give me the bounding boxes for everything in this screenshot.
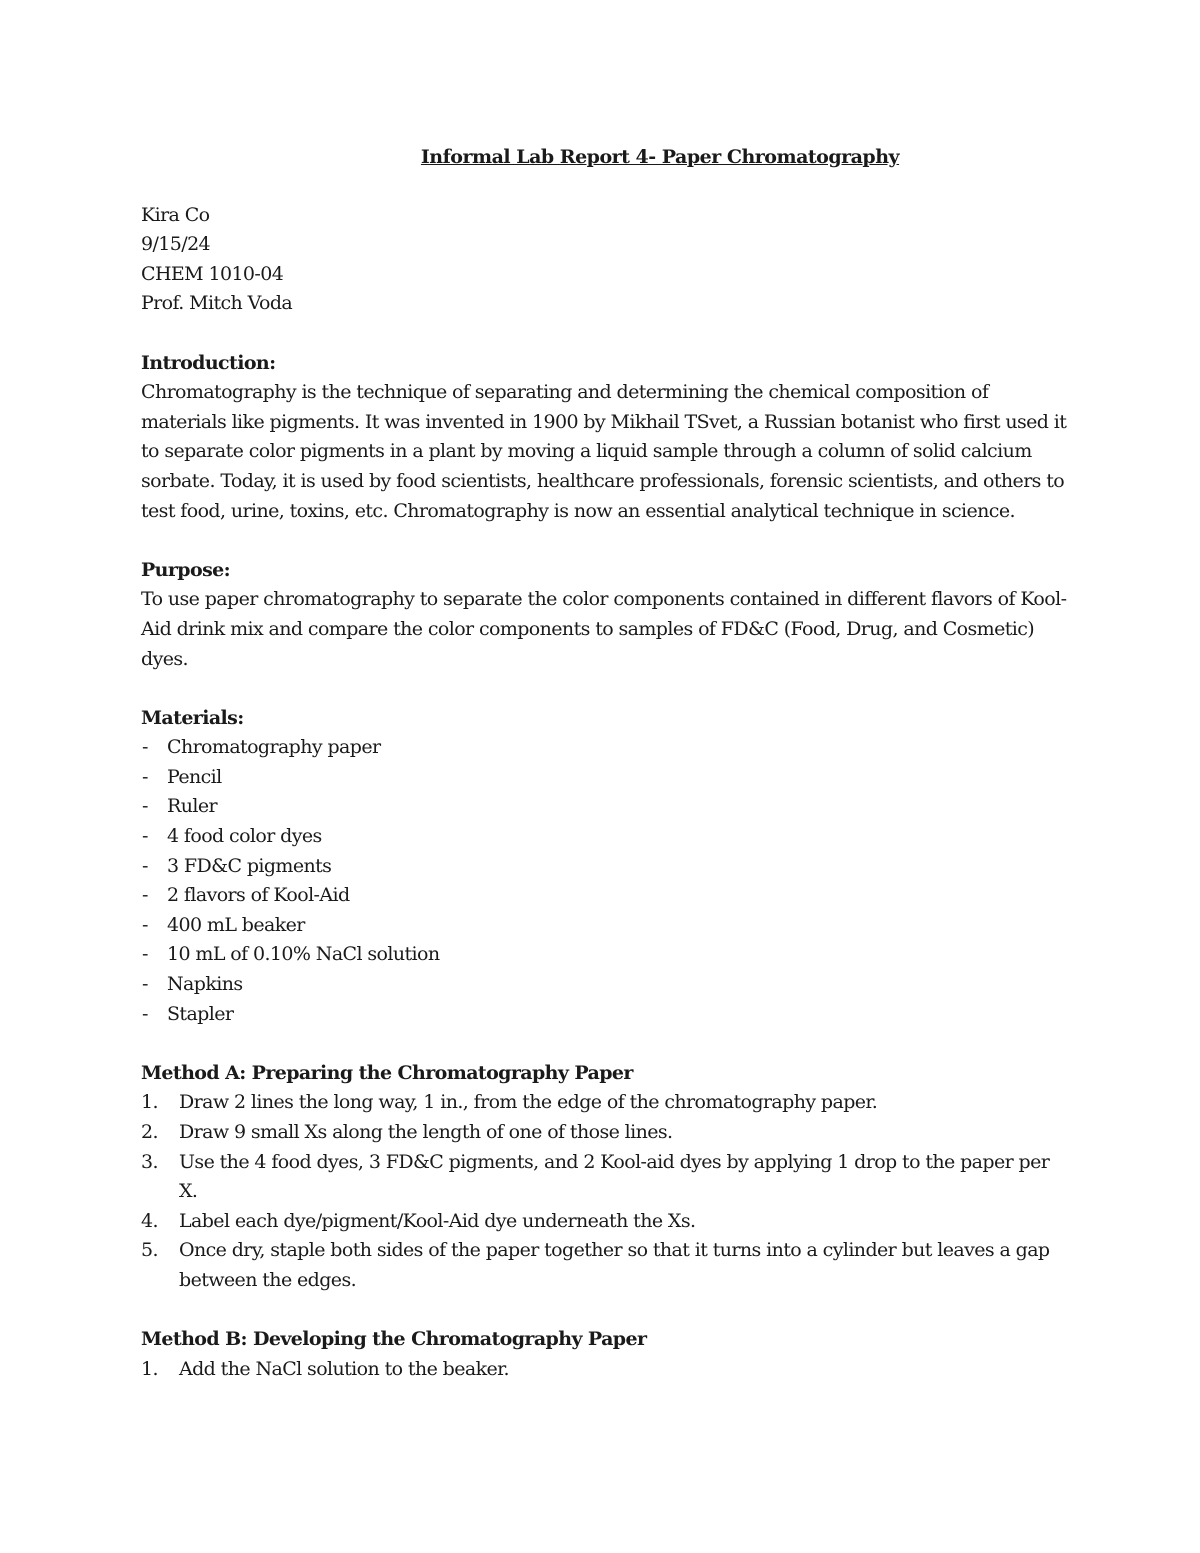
purpose-text: To use paper chromatography to separate the color components contained in different flavors of Kool-Aid drink mix and compare the color components to samples of FD&C (Food, Drug, and Cosmetic) dyes. xyxy=(141,588,1067,670)
introduction-heading: Introduction: xyxy=(141,351,276,374)
list-item xyxy=(141,970,1071,1000)
spacer xyxy=(141,674,1071,704)
dash-bullet: - xyxy=(142,884,148,907)
step-text: Draw 2 lines the long way, 1 in., from the edge of the chromatography paper. xyxy=(179,1091,878,1114)
material-label: 10 mL of 0.10% NaCl solution xyxy=(167,943,440,966)
materials-list xyxy=(141,733,1071,1029)
purpose-heading: Purpose: xyxy=(141,558,231,581)
step-number: 2. xyxy=(141,1121,158,1143)
material-label: Stapler xyxy=(167,1002,234,1025)
dash-bullet: - xyxy=(142,736,148,759)
professor-name: Prof. Mitch Voda xyxy=(141,292,293,315)
list-item xyxy=(141,822,1071,852)
dash-bullet: - xyxy=(142,854,148,877)
list-item xyxy=(141,792,1071,822)
dash-bullet: - xyxy=(142,1002,148,1025)
spacer xyxy=(141,319,1071,349)
list-item xyxy=(141,1118,1071,1148)
list-item xyxy=(141,1000,1071,1030)
step-text: Draw 9 small Xs along the length of one of those lines. xyxy=(179,1121,673,1143)
list-item xyxy=(141,1148,1071,1207)
material-label: Ruler xyxy=(167,795,217,818)
material-label: Napkins xyxy=(167,973,243,996)
step-text: Use the 4 food dyes, 3 FD&C pigments, and 2 Kool-aid dyes by applying 1 drop to the paper per X. xyxy=(179,1150,1050,1203)
spacer xyxy=(141,526,1071,556)
step-text: Add the NaCl solution to the beaker. xyxy=(179,1357,509,1380)
dash-bullet: - xyxy=(142,973,148,996)
material-label: 400 mL beaker xyxy=(167,913,305,936)
course-code: CHEM 1010-04 xyxy=(141,262,284,285)
material-label: 4 food color dyes xyxy=(167,825,322,848)
step-number: 4. xyxy=(141,1209,158,1232)
spacer xyxy=(141,1296,1071,1326)
material-label: Pencil xyxy=(167,765,222,788)
list-item xyxy=(141,1236,1071,1295)
dash-bullet: - xyxy=(142,825,148,848)
list-item xyxy=(141,911,1071,941)
material-label: 3 FD&C pigments xyxy=(167,854,332,877)
step-number: 1. xyxy=(141,1357,158,1380)
author-name: Kira Co xyxy=(141,203,210,226)
method-a-steps xyxy=(141,1088,1071,1295)
list-item xyxy=(141,1088,1071,1118)
list-item xyxy=(141,940,1071,970)
dash-bullet: - xyxy=(142,913,148,936)
list-item xyxy=(141,1207,1071,1237)
dash-bullet: - xyxy=(142,943,148,966)
list-item xyxy=(141,1355,1071,1385)
method-b-steps xyxy=(141,1355,1071,1385)
method-a-heading: Method A: Preparing the Chromatography Paper xyxy=(141,1061,633,1084)
step-number: 1. xyxy=(141,1091,158,1114)
material-label: 2 flavors of Kool-Aid xyxy=(167,884,350,907)
step-number: 5. xyxy=(141,1239,158,1262)
list-item xyxy=(141,733,1071,763)
dash-bullet: - xyxy=(142,765,148,788)
step-text: Label each dye/pigment/Kool-Aid dye underneath the Xs. xyxy=(179,1209,696,1232)
step-text: Once dry, staple both sides of the paper together so that it turns into a cylinder but leaves a gap between the edges. xyxy=(179,1239,1050,1291)
list-item xyxy=(141,881,1071,911)
material-label: Chromatography paper xyxy=(167,736,381,759)
spacer xyxy=(141,1029,1071,1059)
list-item xyxy=(141,763,1071,793)
list-item xyxy=(141,852,1071,882)
materials-heading: Materials: xyxy=(141,706,244,729)
introduction-text: Chromatography is the technique of separating and determining the chemical composition of materials like pigments. It was invented in 1900 by Mikhail TSvet, a Russian botanist who first used it to separate color pigments in a plant by moving a liquid sample through a column of solid calcium sorbate. Today, it is used by food scientists, healthcare professionals, forensic scientists, and others to test food, urine, toxins, etc. Chromatography is now an essential analytical technique in science. xyxy=(141,381,1067,522)
dash-bullet: - xyxy=(142,795,148,818)
report-title: Informal Lab Report 4- Paper Chromatography xyxy=(420,146,900,168)
report-date: 9/15/24 xyxy=(141,233,211,256)
step-number: 3. xyxy=(141,1150,158,1173)
method-b-heading: Method B: Developing the Chromatography Paper xyxy=(141,1328,647,1351)
document-page xyxy=(141,143,1071,1384)
